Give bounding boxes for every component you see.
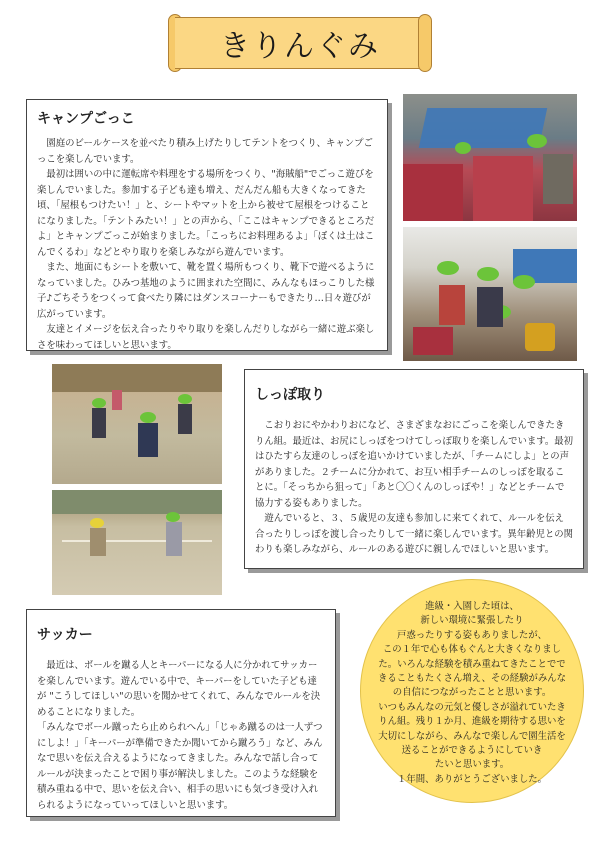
camp-paragraph-3: また、地面にもシートを敷いて、靴を置く場所もつくり、靴下で遊べるようになっていました。ひみつ基地のように囲まれた空間に、みんなもほっこりした様子♪ごちそうをつくって食べたり隣にはダンスコーナーもできたり…日々遊びが広がっています。: [37, 262, 375, 320]
tail-tag-photo-running: [52, 364, 222, 484]
soccer-article: [26, 609, 336, 817]
soccer-heading: サッカー: [37, 627, 93, 643]
camp-paragraph-1: 園庭のビールケースを並べたり積み上げたりしてテントをつくり、キャンプごっこを楽しんでいます。: [37, 138, 373, 165]
message-line-4: この１年で心も体もぐんと大きくなりました。いろんな経験を積み重ねてきたことでできることもたくさん増え、その経験がみんなの自信につながったことと思います。: [377, 644, 567, 699]
tail-tag-paragraph-2: 遊んでいると、３、５歳児の友達も参加しに来てくれて、ルールを伝え合ったりしっぽを渡し合ったりして一緒に楽しんでいます。異年齢児との関わりも楽しみながら、ルールのある遊びに親しんでほしいと思います。: [255, 513, 574, 555]
tail-tag-heading: しっぽ取り: [255, 387, 325, 403]
camp-heading: キャンプごっこ: [37, 111, 135, 127]
year-end-message: [360, 579, 584, 803]
tail-tag-photo-walking: [52, 490, 222, 595]
scroll-roll-right: [418, 14, 432, 72]
camp-paragraph-4: 友達とイメージを伝え合ったりやり取りを楽しんだりしながら一緒に遊ぶ楽しさを味わってほしいと思います。: [37, 324, 375, 351]
camp-paragraph-2: 最初は囲いの中に運転席や料理をする場所をつくり、"海賊船"でごっこ遊びを楽しんでいました。参加する子ども達も増え、だんだん船も大きくなってきた頃、「屋根もつけたい！」と、シートやマットを上から被せて屋根をつけることになりました。「テントみたい！」との声から、「ここはキャンプできるところだよ」とキャンプごっこが始まりました。「こっちにお料理あるよ」「ぼくは土はこんでくるわ」などとやり取りを楽しみながら遊んでいます。: [37, 169, 375, 258]
soccer-paragraph-1: 最近は、ボールを蹴る人とキーパーになる人に分かれてサッカーを楽しんでいます。遊んでいる中で、キーパーをしていた子ども達が "こうしてほしい"の思いを聞かせてくれて、みんなでルールを決めることになりました。: [37, 660, 321, 718]
message-line-3: 戸惑ったりする姿もありましたが、: [396, 629, 547, 641]
message-line-5: いつもみんなの元気と優しさが溢れていたきりん組。残り１か月、進級を期待する思いを大切にしながら、みんなで楽しんで園生活を送ることができるようにしていき: [378, 701, 566, 757]
soccer-paragraph-2: 「みんなでボール蹴ったら止められへん」「じゃあ蹴るのは一人ずつにしよ！」「キーパーが準備できたか聞いてから蹴ろう」など、みんなで思いを伝え合えるようになってきました。みんなで話し合ってルールが決まったことで困り事が解決しました。このような経験を積み重ねる中で、思いを伝え合い、相手の思いにも気づき受け入れられるようになっていってほしいと思います。: [37, 722, 323, 811]
scroll-sheet: [175, 17, 425, 69]
tail-tag-paragraph-1: こおりおにやかわりおになど、さまざまなおにごっこを楽しんできたきりん組。最近は、お尻にしっぽをつけてしっぽ取りを楽しんでいます。最初はひたすら友達のしっぽを追いかけていましたが、「チームにしよ」との声がありました。２チームに分かれて、お互い相手チームのしっぽを取ることに。「そっちから狙って」「あと〇〇くんのしっぽや！」などとチームで協力する姿もありました。: [255, 420, 574, 509]
camp-article: [26, 99, 388, 351]
message-line-2: 新しい環境に緊張したり: [420, 615, 524, 627]
message-line-6: たいと思います。: [434, 759, 510, 771]
camp-photo-tent: [403, 94, 577, 221]
camp-photo-children: [403, 227, 577, 361]
page-title: きりんぐみ: [220, 29, 380, 64]
message-line-7: １年間、ありがとうございました。: [396, 773, 547, 785]
message-line-1: 進級・入園した頃は、: [425, 601, 519, 612]
title-banner: [168, 14, 432, 72]
tail-tag-article: [244, 369, 584, 569]
